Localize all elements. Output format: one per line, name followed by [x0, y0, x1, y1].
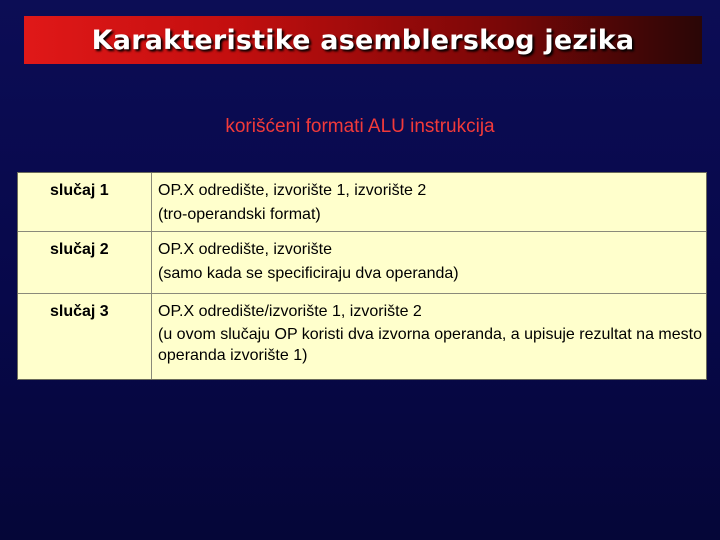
slide-subtitle: korišćeni formati ALU instrukcija	[225, 116, 495, 137]
slide-title: Karakteristike asemblerskog jezika	[91, 24, 635, 56]
table-row	[18, 232, 706, 294]
case-description	[152, 173, 706, 231]
instruction-format: OP.X odredište/izvorište 1, izvorište 2	[158, 303, 422, 320]
case-description	[152, 294, 706, 379]
table-row	[18, 173, 706, 232]
case-label: slučaj 3	[18, 294, 152, 379]
instruction-format: OP.X odredište, izvorište	[158, 241, 333, 258]
case-description	[152, 232, 706, 293]
format-note: (samo kada se specificiraju dva operanda)	[158, 265, 459, 282]
table-row	[18, 294, 706, 379]
format-note: (u ovom slučaju OP koristi dva izvorna operanda, a upisuje rezultat na mesto operanda izvorište 1)	[158, 326, 702, 364]
format-note: (tro-operandski format)	[158, 206, 321, 223]
case-label: slučaj 2	[18, 232, 152, 293]
formats-table	[17, 172, 707, 380]
case-label: slučaj 1	[18, 173, 152, 231]
instruction-format: OP.X odredište, izvorište 1, izvorište 2	[158, 182, 427, 199]
title-banner	[24, 16, 702, 64]
